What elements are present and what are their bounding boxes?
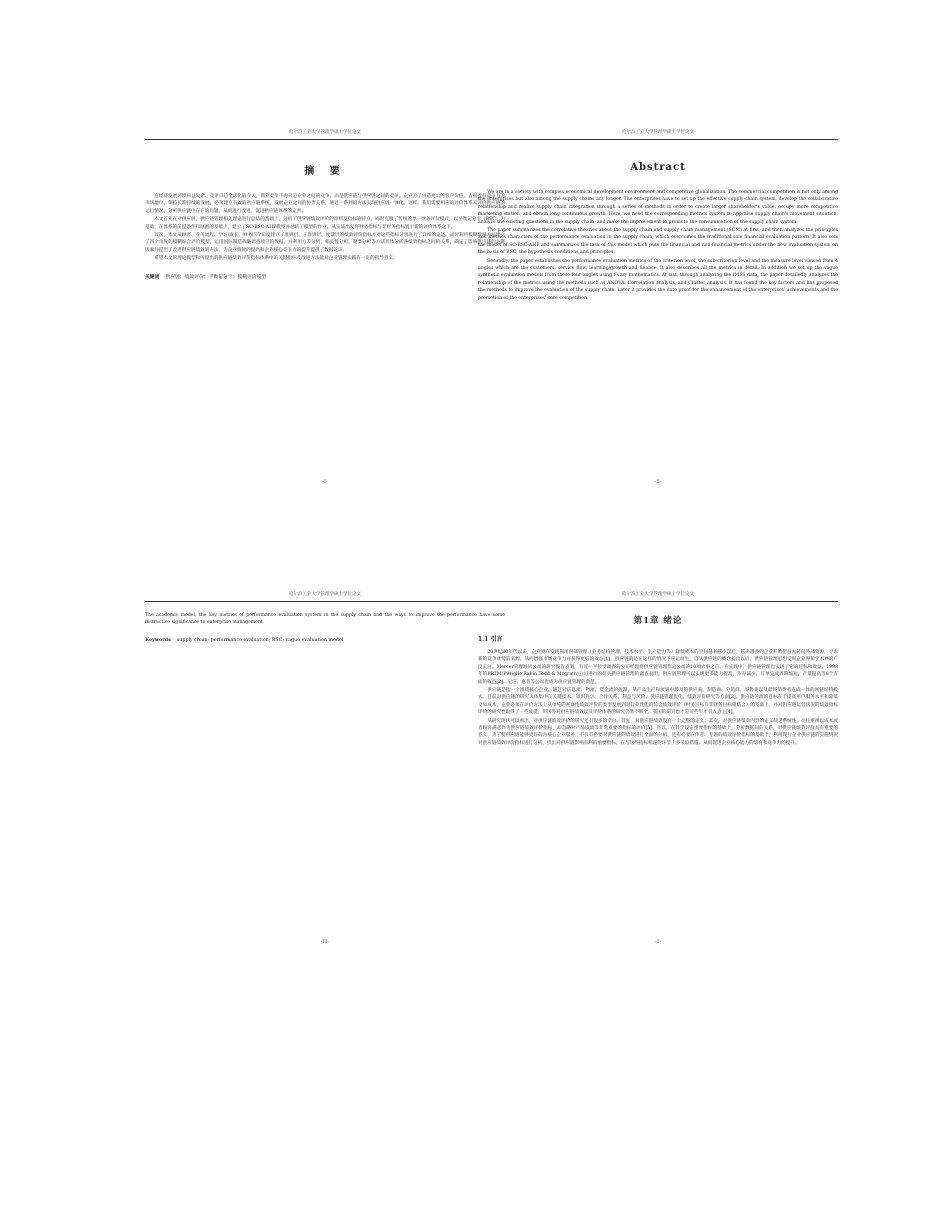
paragraph: 20世纪80年代以来，企业界在发现利用内部管理（业务结构管理、技术水平、生产能力等）降低成本的空间越来越小以后，越来越多的企业开始把目光转向外部资源，寻求新的竞争优势的来源。从而增强市场竞争力并获得更好的效益[1]。供应链就是在这样的情况下应运而生，自从供应链的概念提出以后，供应链管理思想受到企业界和学术界的广泛关注。Mercer管理顾问公司的研究报告表明，有近一半接受调查的公司经理将供应链管理作为公司的10项大事之首。在实践中，供应链管理也实现了它的目标和效益，1998年的PRTM(Pittiglio Rabin Todd & Mcgrath)公司进行的有关供应链管理的调查表明，供应链管理可以实现更多能力提高，库存减少，订单完成周期缩短，产量提高等8个方面的收益[2]。宝洁、惠普等公司也成为供应链管理的典范。 [478, 650, 838, 685]
page-header: 哈尔滨工业大学管理学硕士学位论文 [145, 130, 505, 140]
page-header: 哈尔滨工业大学管理学硕士学位论文 [478, 130, 838, 140]
page-number: -III- [320, 940, 330, 945]
keywords-line [145, 273, 505, 280]
page-chapter-one [478, 592, 838, 945]
paragraph: 供应链是指一个围绕核心企业，通过对信息流、物流、资金流的控制，从产品生产和流通中涉及的供应商、制造商、分销商、零售商以及最终消费者连成一体的网链结构模式。目前对供应链的研究大体集中在关键技术、知识共享、合作关系、利益与风险、供应链管理优化、绩效评价研究等方面[3]。供应链管理的目标在于提高用户服务水平和降低交易成本，企业必须在评价方法上从单纯的观察性绩效评价的类型发展到对行业性能的综合绩效评价（财务目标与非财务目标相结合）的基础上，并对供应链运营状况的绩效指标评价的研究也取得了一些成就，但国外对供应链绩效以及评价体系的研究仍然不够全，我国的研究也才是近些年才引入为主[4]。 [478, 688, 838, 716]
page-title: Abstract [630, 162, 686, 173]
paragraph: 从研究现状可以看出，对供应链绩效评价的研究还有很多的空白。首先，对供应链绩效没有一个完整的定义；其次，对供应链绩效内容的定义缺乏系统性，往往重视以成本或者顾客满意作为供应链绩效评价指标，却忽略对产品质量等非常重要的指标的评价[5]。所以，在科学设定重要指标的基础上，分析数据间的关系，对供应链绩效评价具有重要的意义。为了使供应链能够更好的为核心企业服务，不仅有必要对供应链的绩效进行全面的分析，还有必要在作者、专题的绩效评价指标的基础上，利用现行企业供应链的实施情况对供应链绩效评价指标进行分析，找出对供应链影响有利的重要指标，在与这些指标相连的环节上多采取措施，从而促进企业核心能力的培育和竞争力的提升。 [478, 718, 838, 746]
keywords-label: Keywords [145, 636, 171, 643]
page-header: 哈尔滨工业大学管理学硕士学位论文 [478, 592, 838, 602]
paragraph: 本文首先在对供应链、供应链管理相关理论进行总结的基础上，分析了供应链绩效评价的原则及指标的特点，同时克服了传统的单一财务评价模式，以平衡记分卡（BSC）为基础，在体系的前提条件和原则的基础上，建立了SC-BSC-AHP模型并总结了模型的作业。从实质出发将财务指标与非财务指标置于新的评价体系之下。 [145, 217, 505, 230]
section-heading: 1.1 引言 [478, 636, 503, 643]
page-english-abstract-continued [145, 592, 505, 945]
paragraph: Secondly, the paper establishes the performance evaluation metrics of the criterion level, the sub-criterion level and the measure level viewed from 4 angles which are the customers, service flow, learning/growth and finance. It also describes all the metrics in detail. In addition we set up the vague synthetic evaluation models from these four angles using Fuzzy mathematics. At last, through analyzing the IMSS data, the paper detailedly analyzes the relationship of the metrics using the methods such as ANOVA, Correlation analysis, and Cluster analysis. It has found the key factors and has proposed the methods to improve the evaluation of the supply chain. Later it provides the date proof for the enhancement of the enterprises' achievements and the promotion of the enterprises' core competition. [478, 258, 838, 301]
chapter-body [478, 649, 838, 747]
keywords-line [145, 637, 505, 643]
page-number: -1- [655, 940, 661, 945]
abstract-body [478, 189, 838, 302]
abstract-body [145, 612, 505, 627]
chapter-title: 第1章 绪论 [633, 616, 683, 626]
paragraph: 希望本文的理论模型和所提出的供应链绩效评价指标体系中的关键指标及改进方法能对企业管理实践有一定的指导意义。 [154, 256, 398, 262]
paragraph: 其次，本文从顾客、业务流程、学习/成长、财务四个角度建立了准则层、子准则层、度量层的绩效评价指标并对这些指标分别进行了详细的论述。同时利用模糊数学方法建立了四个角度的模糊综合评价模型。运用国际制造战略调查项目的数据，并利用方差分析、相关性分析、聚类分析等方法具体分析各绩效指标之间的关系，确定了影响供应链的关键因素并提出了改进供应链绩效的方法，为企业绩效的提高和企业核心竞争力的提升提供了数据论证。 [145, 233, 505, 253]
page-english-abstract [478, 130, 838, 485]
keywords-text: supply chain; performance evaluation; BSC; vague evaluation model [176, 637, 344, 643]
page-chinese-abstract [145, 130, 505, 485]
paragraph: We are in a society with complex economical development environment and competitive globalization. The commercial competition is not only among the enterprises but also among the supply chains any longer. The enterprises have to set up the effective supply-chain system, develop the collaborative relationship and realize supply chain integration through a series of methods in order to create larger shareholder's value, occupy more competitive marketing station, and obtain long continuous growth. Here, we need the corresponding metrics system to appraise supply chain's movement situation, analyze the existing questions in the supply chain, and make the improvement to promote the consummation of the supply chain system. [478, 190, 838, 225]
abstract-body [145, 193, 505, 263]
page-number: -I- [322, 480, 328, 485]
keywords-label: 关键词 [145, 273, 160, 280]
page-number: -II- [654, 480, 662, 485]
paragraph: The academic model, the key metrics of performance evaluation system in the supply chain and the ways to improve the performance have some instructive significance to enterprise management. [145, 613, 505, 626]
paragraph: The paper summarizes the correlative theories about the supply chain and supply chain management (SCM) at first, and then analyzes the principles and metrics characters of the performance evaluation in the supply chain, which overcomes the traditional sole financial evaluation pattern. It also sets the model of SC-BSC-AHP and summarizes the task of this model which puts the financial and non-financial metrics under the new evaluation system on the basis of BSC, the hypothesis conditions and principles. [478, 228, 838, 256]
page-title: 摘 要 [304, 166, 346, 177]
page-header: 哈尔滨工业大学管理学硕士学位论文 [145, 592, 505, 602]
keywords-text: 供应链；绩效评价；平衡记分卡；模糊评价模型 [165, 274, 267, 280]
paragraph: 在经济发展环境日益复杂、竞争日趋全球化的今天，商业竞争不再只是企业之间的竞争，而是供应链与供应链之间的竞争。企业为了创造更大的客户价值，占据着有竞争力的市场地位，保持长期持续的发展，必须建立有效的供应链系统，发展企业之间的协作关系，通过一系列的方法实现供应链一体化。这样，我们需要相应的评价体系来评价供应链的运行情况，分析供应链中存在的问题，从而进行改进，促进供应链体系的完善。 [145, 194, 505, 214]
